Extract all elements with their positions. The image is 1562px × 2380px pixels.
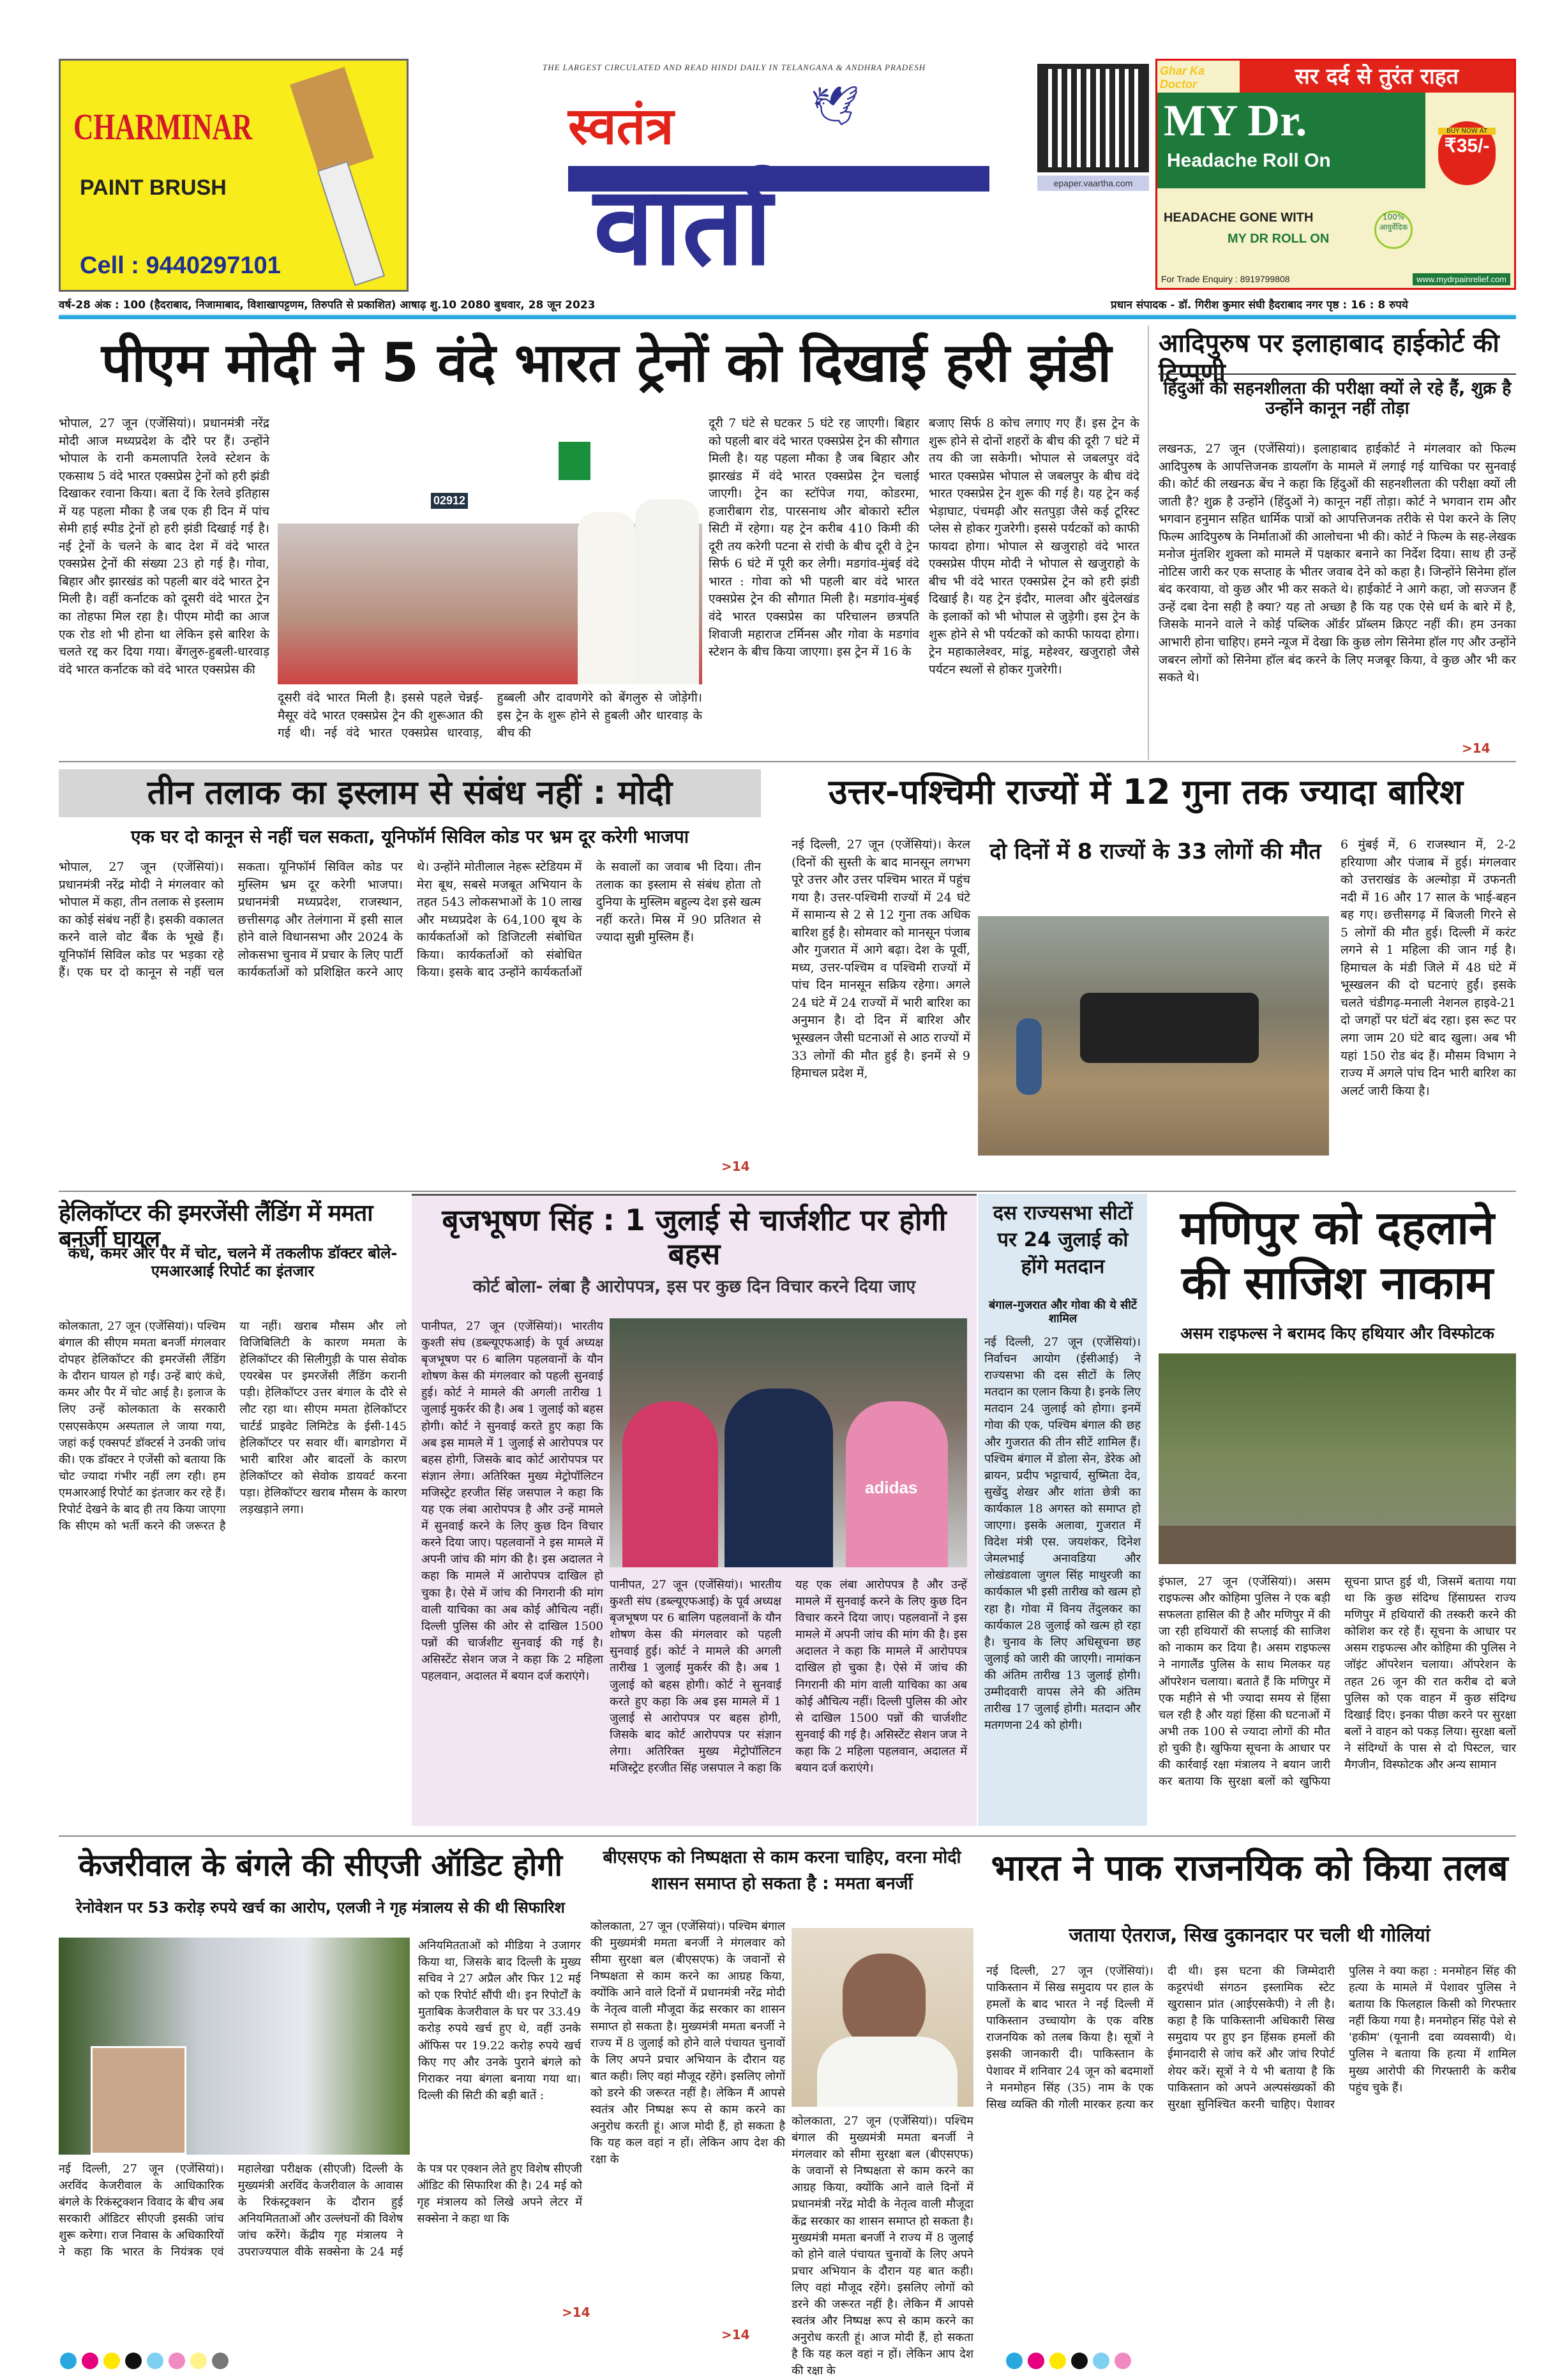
dateline-right: प्रधान संपादक - डॉ. गिरीश कुमार संघी हैदराबाद नगर पृष्ठ : 16 : 8 रुपये xyxy=(1111,299,1408,312)
brijbhushan-body: पानीपत, 27 जून (एजेंसियां)। भारतीय कुश्ती संघ (डब्ल्यूएफआई) के पूर्व अध्यक्ष बृजभूषण पर 6 बालिग पहलवानों के यौन शोषण केस की मंगलवार को पहली सुनवाई हुई। कोर्ट ने मामले की अगली तारीख 1 जुलाई मुकर्रर की है। अब 1 जुलाई को बहस होगी। कोर्ट ने सुनवाई करते हुए कहा कि अब इस मामले में 1 जुलाई से आरोपपत्र पर बहस होगी, जिसके बाद कोर्ट आरोपपत्र पर संज्ञान लेगा। अतिरिक्त मुख्य मेट्रोपॉलिटन मजिस्ट्रेट हरजीत सिंह जसपाल ने कहा कि यह एक लंबा आरोपपत्र है और उन्हें मामले में सुनवाई करने के लिए कुछ दिन विचार करने दिया जाए। पहलवानों ने इस मामले में अपनी जांच की मांग की है। इस अदालत ने कहा कि मामले में आरोपपत्र दाखिल हो चुका है। ऐसे में जांच की निगरानी की मांग वाली याचिका का अब कोई औचित्य नहीं। दिल्ली पुलिस की ओर से दाखिल 1500 पन्नों की चार्जशीट सुनवाई की गई है। असिस्टेंट सेशन जज ने कहा कि 2 महिला पहलवान, अदालत में बयान दर्ज कराएंगे। xyxy=(421,1320,603,1683)
brush-handle xyxy=(317,161,385,286)
helicopter-headline: हेलिकॉप्टर की इमरजेंसी लैंडिंग में ममता बनर्जी घायल xyxy=(59,1200,373,1253)
adipurush-headline: आदिपुरुष पर इलाहाबाद हाईकोर्ट की टिप्पणी xyxy=(1159,329,1499,388)
brijbhushan-body-cont: पानीपत, 27 जून (एजेंसियां)। भारतीय कुश्ती संघ (डब्ल्यूएफआई) के पूर्व अध्यक्ष बृजभूषण पर 6 बालिग पहलवानों के यौन शोषण केस की मंगलवार को पहली सुनवाई हुई। कोर्ट ने मामले की अगली तारीख 1 जुलाई मुकर्रर की है। अब 1 जुलाई को बहस होगी। कोर्ट ने सुनवाई करते हुए कहा कि अब इस मामले में 1 जुलाई से आरोपपत्र पर बहस होगी, जिसके बाद कोर्ट आरोपपत्र पर संज्ञान लेगा। अतिरिक्त मुख्य मेट्रोपॉलिटन मजिस्ट्रेट हरजीत सिंह जसपाल ने कहा कि यह एक लंबा आरोपपत्र है और उन्हें मामले में सुनवाई करने के लिए कुछ दिन विचार करने दिया जाए। पहलवानों ने इस मामले में अपनी जांच की मांग की है। इस अदालत ने कहा कि मामले में आरोपपत्र दाखिल हो चुका है। ऐसे में जांच की निगरानी की मांग वाली याचिका का अब कोई औचित्य नहीं। दिल्ली पुलिस की ओर से दाखिल 1500 पन्नों की चार्जशीट सुनवाई की गई है। असिस्टेंट सेशन जज ने कहा कि 2 महिला पहलवान, अदालत में बयान दर्ज कराएंगे। xyxy=(610,1578,967,1775)
wrestlers-photo xyxy=(610,1318,967,1567)
ad-trade: For Trade Enquiry : 8919799808 xyxy=(1161,274,1290,284)
section-rule xyxy=(59,761,1516,762)
section-rule xyxy=(59,1191,1516,1192)
talaq-headline: तीन तलाक का इस्लाम से संबंध नहीं : मोदी xyxy=(59,769,761,817)
price: ₹35/- xyxy=(1444,135,1490,156)
logo xyxy=(555,77,1028,290)
ad-headline: सर दर्द से तुरंत राहत xyxy=(1240,61,1514,93)
lead-headline: पीएम मोदी ने 5 वंदे भारत ट्रेनों को दिखाई हरी झंडी xyxy=(101,331,1112,394)
rajyasabha-subhead: बंगाल-गुजरात और गोवा की ये सीटें शामिल xyxy=(989,1299,1137,1325)
dateline-left: वर्ष-28 अंक : 100 (हैदराबाद, निजामाबाद, विशाखापट्टणम, तिरुपति से प्रकाशित) आषाढ़ शु.10 2080 बुधवार, 28 जून 2023 xyxy=(59,299,596,312)
ad-brand: MY Dr. xyxy=(1164,96,1307,146)
price-label: BUY NOW AT xyxy=(1438,128,1496,135)
mamata-body: कोलकाता, 27 जून (एजेंसियां)। पश्चिम बंगाल की मुख्यमंत्री ममता बनर्जी ने मंगलवार को सीमा सुरक्षा बल (बीएसएफ) के जवानों से निष्पक्षता से काम करने का आग्रह किया, क्योंकि आने वाले दिनों में प्रधानमंत्री नरेंद्र मोदी के नेतृत्व वाली मौजूदा केंद्र सरकार का शासन समाप्त हो सकता है। मुख्यमंत्री ममता बनर्जी ने राज्य में 8 जुलाई को होने वाले पंचायत चुनावों के लिए अपने प्रचार अभियान के दौरान यह बात कही। लिए वहां मौजूद रहेंगे। इसलिए लोगों को डरने की जरूरत नहीं है। लेकिन मैं आपसे स्वतंत्र और निष्पक्ष रूप से काम करने का अनुरोध करती हूं। आज मोदी हैं, हो सकता है कि यह कल वहां न हों। लेकिन आप देश की रक्षा के xyxy=(590,1920,785,2167)
ad-brand: CHARMINAR xyxy=(73,106,253,147)
pakistan-body: नई दिल्ली, 27 जून (एजेंसियां)। पाकिस्तान में सिख समुदाय पर हाल के हमलों के बाद भारत ने नई दिल्ली में पाकिस्तान उच्चायोग के एक वरिष्ठ राजनयिक को तलब किया है। सूत्रों ने इसकी जानकारी दी। पाकिस्तान के पेशावर में शनिवार 24 जून को बदमाशों ने मनमोहन सिंह (35) नाम के एक सिख व्यक्ति की गोली मारकर हत्या कर दी थी। इस घटना की जिम्मेदारी कट्टरपंथी संगठन इस्लामिक स्टेट खुरासान प्रांत (आईएसकेपी) ने ली है। कहा है कि पाकिस्तानी अधिकारी सिख समुदाय पर हुए इन हिंसक हमलों की ईमानदारी से जांच करें और जांच रिपोर्ट शेयर करें। सूत्रों ने ये भी बताया है कि पाकिस्तान को अपने अल्पसंख्यकों की सुरक्षा सुनिश्चित करनी चाहिए। पेशावर पुलिस ने क्या कहा : मनमोहन सिंह की हत्या के मामले में पेशावर पुलिस ने बताया कि फिलहाल किसी को गिरफ्तार नहीं किया गया है। मनमोहन सिंह पेशे से 'हकीम' (यूनानी दवा व्यवसायी) थे। पुलिस ने बताया कि हत्या में शामिल मुख्य आरोपी की गिरफ्तारी के करीब पहुंच चुके हैं। xyxy=(986,1964,1516,2111)
continued-link[interactable]: >14 xyxy=(562,2305,590,2320)
epaper-link[interactable]: epaper.vaartha.com xyxy=(1037,176,1149,191)
ad-ayur: 100% आयुर्वेदिक xyxy=(1374,211,1413,249)
price-badge xyxy=(1438,121,1496,185)
helicopter-body: कोलकाता, 27 जून (एजेंसियां)। पश्चिम बंगाल की सीएम ममता बनर्जी मंगलवार दोपहर हेलिकॉप्टर की इमरजेंसी लैंडिंग के दौरान घायल हो गईं। उन्हें बाएं कंधे, कमर और पैर में चोट आई है। इलाज के लिए उन्हें कोलकाता के सरकारी एसएसकेएम अस्पताल ले जाया गया, जहां कई एक्सपर्ट डॉक्टर्स ने उनकी जांच की। एक डॉक्टर ने एजेंसी को बताया कि चोट ज्यादा गंभीर नहीं लग रही। हम एमआरआई रिपोर्ट का इंतजार कर रहे हैं। रिपोर्ट देखने के बाद ही तय किया जाएगा कि सीएम को भर्ती करने की जरूरत है या नहीं। खराब मौसम और लो विजिबिलिटी के कारण ममता के हेलिकॉप्टर की सिलीगुड़ी के पास सेवोक एयरबेस पर इमरजेंसी लैंडिंग करानी पड़ी। हेलिकॉप्टर उत्तर बंगाल के दौरे से लौट रहा था। सीएम ममता हेलिकॉप्टर चार्टर्ड प्राइवेट लिमिटेड के ईसी-145 हेलिकॉप्टर पर सवार थीं। बागडोगरा में भारी बारिश और बादलों के कारण हेलिकॉप्टर को सेवोक डायवर्ट करना पड़ा। हेलिकॉप्टर खराब मौसम के कारण लड़खड़ाने लगा। xyxy=(59,1320,407,1533)
kejriwal-subhead: रेनोवेशन पर 53 करोड़ रुपये खर्च का आरोप, एलजी ने गृह मंत्रालय से की थी सिफारिश xyxy=(76,1899,565,1917)
charminar-ad[interactable] xyxy=(59,59,409,292)
green-flag xyxy=(559,442,590,480)
color-registration-marks xyxy=(57,2353,1519,2372)
adipurush-subhead: हिंदुओं की सहनशीलता की परीक्षा क्यों ले रहे हैं, शुक्र है उन्होंने कानून नहीं तोड़ा xyxy=(1159,373,1516,418)
ad-tagline-2: MY DR ROLL ON xyxy=(1228,232,1330,246)
logo-main: वार्ता xyxy=(594,163,772,290)
ad-web[interactable]: www.mydrpainrelief.com xyxy=(1413,273,1510,285)
manipur-subhead: असम राइफल्स ने बरामद किए हथियार और विस्फोटक xyxy=(1180,1324,1494,1343)
lead-col3: दूरी 7 घंटे से घटकर 5 घंटे रह जाएगी। बिहार को पहली बार वंदे भारत एक्सप्रेस ट्रेन की सौगात मिली है। यह पहला मौका है जब बिहार और झारखंड में वंदे भारत एक्सप्रेस ट्रेन चलाई जाएगी। ट्रेन का स्टॉपेज गया, कोडरमा, हजारीबाग रोड, पारसनाथ और बोकारो स्टील सिटी में रहेगा। यह ट्रेन करीब 410 किमी की दूरी तय करेगी पटना से रांची के बीच दूरी वे ट्रेन सिर्फ 6 घंटे में पूरी कर लेगी। मडगांव-मुंबई वंदे भारत : गोवा को भी पहली बार वंदे भारत एक्सप्रेस ट्रेन की सौगात मिली है। मडगांव-मुंबई वंदे भारत एक्सप्रेस का परिचालन छत्रपति शिवाजी महाराज टर्मिनस और गोवा के मडगांव स्टेशन के बीच किया जाएगा। इस ट्रेन में 16 के xyxy=(709,416,919,659)
rain-body-right: 6 मुंबई में, 6 राजस्थान में, 2-2 हरियाणा और पंजाब में हुई। मंगलवार को उत्तराखंड के अल्मोड़ा में उफनती नदी में 16 और 17 साल के भाई-बहन बह गए। छत्तीसगढ़ में बिजली गिरने से 5 लोगों की मौत हुई। दिल्ली में करंट लगने से 1 महिला की जान गई है। हिमाचल के मंडी जिले में 48 घंटे में भूस्खलन की दो घटनाएं हुईं। इसके चलते चंडीगढ़-मनाली नेशनल हाइवे-21 दो जगहों पर घंटों बंद रहा। इस रूट पर लगा जाम 20 घंटे बाद खुला। अब भी यहां 150 रोड बंद हैं। मौसम विभाग ने राज्य में अगले पांच दिन भारी बारिश का अलर्ट जारी किया है। xyxy=(1340,838,1516,1098)
modi-train-photo xyxy=(278,416,702,684)
rajyasabha-body: नई दिल्ली, 27 जून (एजेंसियां)। निर्वाचन आयोग (ईसीआई) ने राज्यसभा की दस सीटों के लिए मतदान का एलान किया है। इनके लिए मतदान 24 जुलाई को होगा। इनमें गोवा की एक, पश्चिम बंगाल की छह और गुजरात की तीन सीटें शामिल हैं। पश्चिम बंगाल में डोला सेन, डेरेक ओ ब्रायन, प्रदीप भट्टाचार्य, सुष्मिता देव, सुखेंदु शेखर और शांता छेत्री का कार्यकाल 18 अगस्त को समाप्त हो जाएगा। इसके अलावा, गुजरात में विदेश मंत्री एस. जयशंकर, दिनेश जेमलभाई अनावडिया और लोखंडवाला जुगल सिंह माथुरजी का कार्यकाल भी इसी तारीख को खत्म हो रहा है। गोवा में विनय तेंदुलकर का कार्यकाल 28 जुलाई को खत्म हो रहा है। चुनाव के लिए अधिसूचना छह जुलाई को जारी की जाएगी। नामांकन की अंतिम तारीख 13 जुलाई होगी। उम्मीदवारी वापस लेने की अंतिम तारीख 17 जुलाई होगी। मतदान और मतगणना 24 को होगी। xyxy=(984,1336,1141,1733)
top-rule xyxy=(59,314,1516,319)
qr-code[interactable] xyxy=(1037,64,1149,172)
mamata-headline: बीएसएफ को निष्पक्षता से काम करना चाहिए, वरना मोदी शासन समाप्त हो सकता है : ममता बनर्जी xyxy=(603,1848,961,1894)
dove-icon: 🕊 xyxy=(811,84,860,128)
lead-col4: बजाए सिर्फ 8 कोच लगाए गए हैं। इस ट्रेन के शुरू होने से दोनों शहरों के बीच की दूरी 7 घंटे में तय की जा सकेगी। भोपाल से जबलपुर वंदे भारत एक्सप्रेस भोपाल से जबलपुर के बीच वंदे भारत एक्सप्रेस ट्रेन शुरू की गई है। यह ट्रेन कई भेड़ाघाट, पंचमढ़ी और सतपुड़ा जैसे कई टूरिस्ट प्लेस से होकर गुजरेगी। इससे पर्यटकों को काफी फायदा होगा। भोपाल से खजुराहो वंदे भारत एक्सप्रेस पीएम मोदी ने भोपाल से खजुराहो के बीच भी वंदे भारत एक्सप्रेस ट्रेन को हरी झंडी दिखाई है। यह ट्रेन इंदौर, मालवा और बुंदेलखंड के इलाकों को भी भोपाल से जुड़ेगी। इस ट्रेन के शुरू होने से भी पर्यटकों को काफी फायदा होगा। ट्रेन महाकालेश्वर, मांडू, महेश्वर, खजुराहो जैसे पर्यटन स्थलों से होकर गुजरेगी। xyxy=(929,416,1139,677)
kejriwal-inset-photo xyxy=(91,2046,186,2155)
mamata-photo xyxy=(792,1928,973,2107)
kejriwal-body-top: अनियमितताओं को मीडिया ने उजागर किया था, जिसके बाद दिल्ली के मुख्य सचिव ने 27 अप्रैल और फिर 12 मई को एक रिपोर्ट सौंपी थी। इन रिपोर्टों के मुताबिक केजरीवाल के घर पर 33.49 करोड़ रुपये खर्च हुए थे, वहीं उनके ऑफिस पर 19.22 करोड़ रुपये खर्च किए गए और उनके पुराने बंगले को गिराकर नया बंगला बनाया गया था। दिल्ली की सिटी की बड़ी बातें : xyxy=(418,1939,581,2102)
mamata-body-cont: कोलकाता, 27 जून (एजेंसियां)। पश्चिम बंगाल की मुख्यमंत्री ममता बनर्जी ने मंगलवार को सीमा सुरक्षा बल (बीएसएफ) के जवानों से निष्पक्षता से काम करने का आग्रह किया, क्योंकि आने वाले दिनों में प्रधानमंत्री नरेंद्र मोदी के नेतृत्व वाली मौजूदा केंद्र सरकार का शासन समाप्त हो सकता है। मुख्यमंत्री ममता बनर्जी ने राज्य में 8 जुलाई को होने वाले पंचायत चुनावों के लिए अपने प्रचार अभियान के दौरान यह बात कही। लिए वहां मौजूद रहेंगे। इसलिए लोगों को डरने की जरूरत नहीं है। लेकिन मैं आपसे स्वतंत्र और निष्पक्ष रूप से काम करने का अनुरोध करती हूं। आज मोदी हैं, हो सकता है कि यह कल वहां न हों। लेकिन आप देश की रक्षा के xyxy=(792,2114,973,2378)
talaq-body: भोपाल, 27 जून (एजेंसियां)। प्रधानमंत्री नरेंद्र मोदी ने मंगलवार को भोपाल में कहा, तीन तलाक से इस्लाम का कोई संबंध नहीं है। इसकी वकालत करने वाले वोट बैंक के भूखे हैं। यूनिफॉर्म सिविल कोड पर भड़का रहे हैं। एक घर दो कानून से नहीं चल सकता। यूनिफॉर्म सिविल कोड पर मुस्लिम भ्रम दूर करेगी भाजपा। प्रधानमंत्री मध्यप्रदेश, राजस्थान, छत्तीसगढ़ और तेलंगाना में इसी साल होने वाले विधानसभा और 2024 के लोकसभा चुनाव में प्रचार के लिए पार्टी कार्यकर्ताओं को प्रशिक्षित करने आए थे। उन्होंने मोतीलाल नेहरू स्टेडियम में मेरा बूथ, सबसे मजबूत अभियान के तहत 543 लोकसभाओं के 10 लाख और मध्यप्रदेश के 64,100 बूथ के कार्यकर्ताओं को डिजिटली संबोधित किया। कार्यकर्ताओं को संबोधित किया। इसके बाद उन्होंने कार्यकर्ताओं के सवालों का जवाब भी दिया। तीन तलाक का इस्लाम से संबंध होता तो दुनिया के मुस्लिम बहुल्य देश इसे खत्म नहीं करते। मिस्र में 90 प्रतिशत से ज्यादा सुन्नी मुस्लिम हैं। xyxy=(59,860,761,980)
ad-phone: Cell : 9440297101 xyxy=(80,252,281,279)
paint-brush-icon xyxy=(290,67,374,176)
ad-product: PAINT BRUSH xyxy=(80,176,227,200)
continued-link[interactable]: >14 xyxy=(1462,741,1491,756)
rain-headline: उत्तर-पश्चिमी राज्यों में 12 गुना तक ज्यादा बारिश xyxy=(829,772,1463,812)
mydr-ad[interactable] xyxy=(1155,59,1516,290)
logo-top: स्वतंत्र xyxy=(568,96,674,156)
manipur-body: इंफाल, 27 जून (एजेंसियां)। असम राइफल्स और कोहिमा पुलिस ने एक बड़ी सफलता हासिल की है और मणिपुर में की जा रही हथियारों की सप्लाई की साजिश को नाकाम कर दिया है। असम राइफल्स ने नागालैंड पुलिस के साथ मिलकर यह ऑपरेशन चलाया। बताते हैं कि मणिपुर में एक महीने से भी ज्यादा समय से हिंसा चल रही है और यहां हिंसा की घटनाओं में अभी तक 100 से ज्यादा लोगों की मौत हो चुकी है। खुफिया सूचना के आधार पर की कार्रवाई रक्षा मंत्रालय ने बयान जारी कर बताया कि सुरक्षा बलों को खुफिया सूचना प्राप्त हुई थी, जिसमें बताया गया था कि कुछ संदिग्ध हिंसाग्रस्त राज्य मणिपुर में हथियारों की तस्करी करने की कोशिश कर रहे हैं। सूचना के आधार पर असम राइफल्स और कोहिमा की पुलिस ने जॉइंट ऑपरेशन चलाया। ऑपरेशन के तहत 26 जून की रात करीब दो बजे पुलिस को एक वाहन में कुछ संदिग्ध दिखाई दिए। इनका पीछा करने पर सुरक्षा बलों ने वाहन को पकड़ लिया। सुरक्षा बलों ने संदिग्धों के पास से दो पिस्टल, चार मैगजीन, विस्फोटक और अन्य सामान xyxy=(1159,1575,1516,1789)
kejriwal-body: नई दिल्ली, 27 जून (एजेंसियां)। अरविंद केजरीवाल के आधिकारिक बंगले के रिकंस्ट्रक्शन विवाद के बीच अब सरकारी ऑडिटर सीएजी इसकी जांच शुरू करेगा। राज निवास के अधिकारियों ने कहा कि भारत के नियंत्रक एवं महालेखा परीक्षक (सीएजी) दिल्ली के मुख्यमंत्री अरविंद केजरीवाल के आवास के रिकंस्ट्रक्शन के दौरान हुई अनियमितताओं और उल्लंघनों की विशेष जांच करेंगे। केंद्रीय गृह मंत्रालय ने उपराज्यपाल वीके सक्सेना के 24 मई के पत्र पर एक्शन लेते हुए विशेष सीएजी ऑडिट की सिफारिश की है। 24 मई को गृह मंत्रालय को लिखे अपने लेटर में सक्सेना ने कहा था कि xyxy=(59,2162,582,2259)
continued-link[interactable]: >14 xyxy=(721,2327,750,2342)
rain-body-left: नई दिल्ली, 27 जून (एजेंसियां)। केरल (दिनों की सुस्ती के बाद मानसून लगभग पूरे उत्तर और उत्तर पश्चिम भारत में पहुंच गया है। उत्तर-पश्चिमी राज्यों में 24 घंटे में सामान्य से 2 से 12 गुना तक अधिक बारिश हुई है। सोमवार को मानसून पंजाब और गुजरात में आगे बढ़ा। देश के पूर्वी, मध्य, उत्तर-पश्चिम व पश्चिमी राज्यों में पांच दिन मानसून सक्रिय रहेगा। अगले 24 घंटे में 24 राज्यों में भारी बारिश का अनुमान है। दो दिन में बारिश और भूस्खलन जैसी घटनाओं से आठ राज्यों में 33 लोगों की मौत हुई है। इनमें से 9 हिमाचल प्रदेश में, xyxy=(792,838,970,1081)
talaq-subhead: एक घर दो कानून से नहीं चल सकता, यूनिफॉर्म सिविल कोड पर भ्रम दूर करेगी भाजपा xyxy=(130,826,689,847)
ad-tagline-1: HEADACHE GONE WITH xyxy=(1164,211,1314,225)
ad-product: Headache Roll On xyxy=(1167,150,1331,171)
helicopter-subhead: कंधे, कमर और पैर में चोट, चलने में तकलीफ डॉक्टर बोले- एमआरआई रिपोर्ट का इंतजार xyxy=(68,1244,398,1280)
kejriwal-headline: केजरीवाल के बंगले की सीएजी ऑडिट होगी xyxy=(79,1848,562,1883)
rain-subhead: दो दिनों में 8 राज्यों के 33 लोगों की मौत xyxy=(989,839,1321,864)
brijbhushan-subhead: कोर्ट बोला- लंबा है आरोपपत्र, इस पर कुछ दिन विचार करने दिया जाए xyxy=(472,1277,916,1297)
photo-text: adidas xyxy=(865,1478,918,1497)
train-number: 02912 xyxy=(431,493,468,509)
adipurush-body: लखनऊ, 27 जून (एजेंसियां)। इलाहाबाद हाईकोर्ट ने मंगलवार को फिल्म आदिपुरुष के आपत्तिजनक डायलॉग के मामले में लगाई गई याचिका पर सुनवाई की। कोर्ट की लखनऊ बेंच ने कहा कि हिंदुओं की सहनशीलता की परीक्षा क्यों ली जाती है? शुक्र है उन्होंने (हिंदुओं ने) कानून नहीं तोड़ा। कोर्ट ने भगवान राम और भगवान हनुमान सहित धार्मिक पात्रों को आपत्तिजनक तरीके से पेश करने के लिए फिल्म आदिपुरुष के निर्माताओं की आलोचना भी की। कोर्ट ने फिल्म के सह-लेखक मनोज मुंतशिर शुक्ला को मामले में पक्षकार बनाने का निर्देश दिया। साथ ही उन्हें नोटिस जारी कर एक सप्ताह के भीतर जवाब देने को कहा है। जिन्होंने सिनेमा हॉल बंद करवाया, वो कुछ और भी कर सकते थे। हाईकोर्ट ने आगे कहा, जो सज्जन हैं उन्हें दबा देना सही है क्या? यह तो अच्छा है कि यह एक ऐसे धर्म के बारे में है, जिसके मानने वाले ने कोई पब्लिक ऑर्डर प्रॉब्लम क्रिएट नहीं की। हम उनका आभारी होना चाहिए। हमने न्यूज में देखा कि कुछ लोग सिनेमा हॉल गए और उन्होंने जबरन लोगों को सिनेमा हॉल बंद करने के लिए मजबूर किया, वे कुछ और भी कर सकते थे। xyxy=(1159,442,1516,685)
ad-badge: Ghar Ka Doctor xyxy=(1160,64,1205,91)
soldiers-photo xyxy=(1159,1353,1516,1564)
flood-photo xyxy=(978,916,1329,1156)
pakistan-subhead: जताया ऐतराज, सिख दुकानदार पर चली थी गोलियां xyxy=(1069,1924,1431,1947)
vertical-rule xyxy=(1148,326,1149,760)
tagline: THE LARGEST CIRCULATED AND READ HINDI DAILY IN TELANGANA & ANDHRA PRADESH xyxy=(543,63,926,72)
rajyasabha-headline: दस राज्यसभा सीटों पर 24 जुलाई को होंगे मतदान xyxy=(993,1201,1133,1278)
manipur-headline: मणिपुर को दहलाने की साजिश नाकाम xyxy=(1180,1201,1495,1310)
pakistan-headline: भारत ने पाक राजनयिक को किया तलब xyxy=(991,1848,1508,1889)
continued-link[interactable]: >14 xyxy=(721,1159,750,1174)
section-rule xyxy=(59,1835,1516,1837)
lead-photo-caption: दूसरी वंदे भारत मिली है। इससे पहले चेन्नई-मैसूर वंदे भारत एक्सप्रेस ट्रेन की शुरूआत की गई थी। नई वंदे भारत एक्सप्रेस धारवाड़, हुब्बली और दावणगेरे को बेंगलुरु से जोड़ेगी। इस ट्रेन के शुरू होने से हुबली और धारवाड़ के बीच की xyxy=(278,691,702,741)
lead-col1: भोपाल, 27 जून (एजेंसियां)। प्रधानमंत्री नरेंद्र मोदी आज मध्यप्रदेश के दौरे पर हैं। उन्होंने भोपाल के रानी कमलापति रेलवे स्टेशन के एकसाथ 5 वंदे भारत एक्सप्रेस ट्रेनों को हरी झंडी दिखाकर रवाना किया। बता दें कि रेलवे इतिहास में यह पहला मौका है जब एक ही दिन में पांच सेमी हाई स्पीड ट्रेनों हो हरी झंडी दिखाई गई है। नई ट्रेनों के चलने के बाद देश में वंदे भारत एक्सप्रेस ट्रेनों की संख्या 23 हो गई है। गोवा, बिहार और झारखंड को पहली बार वंदे भारत ट्रेन मिली है। वहीं कर्नाटक को दूसरी वंदे भारत ट्रेन का तोहफा मिल रहा है। पीएम मोदी का आज एक रोड शो भी होना था लेकिन इसे बारिश के चलते रद्द कर दिया गया। बेंगलुरु-हुबली-धारवाड़ वंदे भारत कर्नाटक को वंदे भारत एक्सप्रेस की xyxy=(59,416,269,677)
brijbhushan-headline: बृजभूषण सिंह : 1 जुलाई से चार्जशीट पर होगी बहस xyxy=(442,1203,947,1271)
bungalow-photo xyxy=(59,1938,410,2155)
